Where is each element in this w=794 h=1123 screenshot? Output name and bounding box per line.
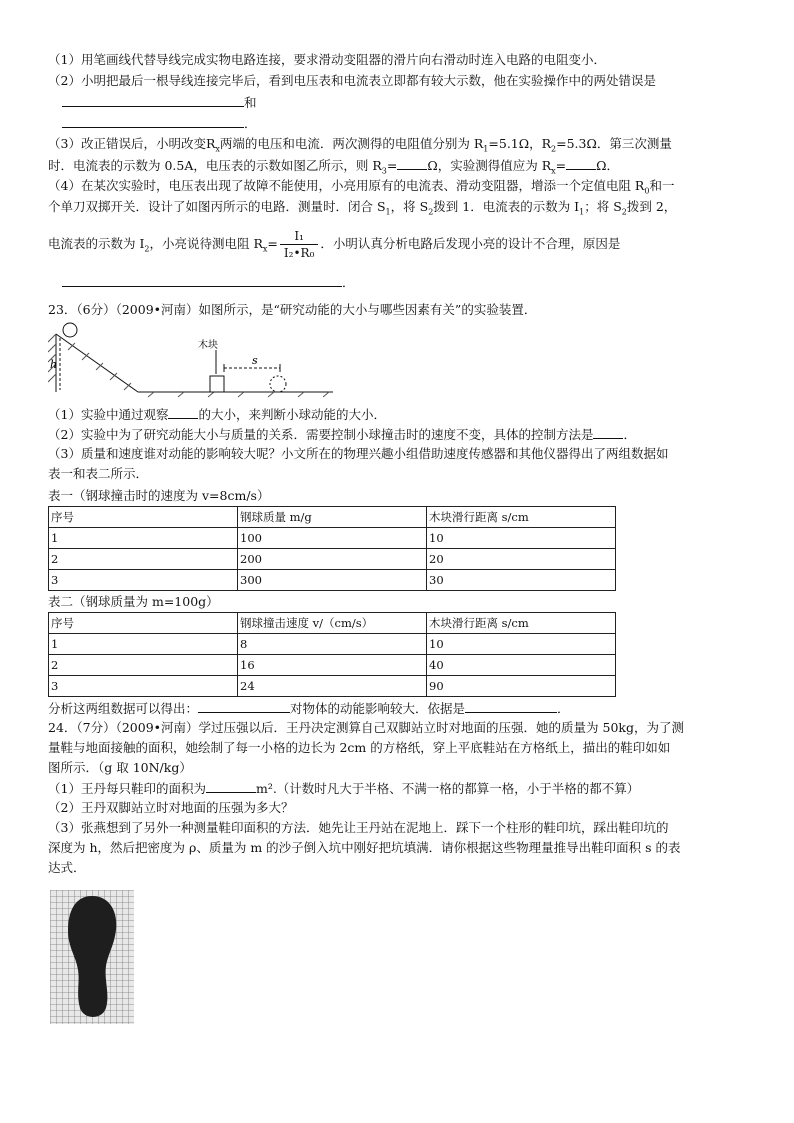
text: 对物体的动能影响较大．依据是 <box>290 701 466 716</box>
text: （4）在某次实验时，电压表出现了故障不能使用，小亮用原有的电流表、滑动变阻器，增添一个定值电阻 R <box>48 178 645 193</box>
table-cell: 200 <box>238 549 427 570</box>
q24-title-line3: 图所示．（g 取 10N/kg） <box>48 760 192 775</box>
ramp-slope <box>56 334 138 392</box>
text: （2）实验中为了研究动能大小与质量的关系．需要控制小球撞击时的速度不变，具体的控制方法是 <box>48 427 594 442</box>
table-cell: 8 <box>238 634 427 655</box>
q23-part3-line2: 表一和表二所示． <box>48 466 149 481</box>
text: ． <box>342 275 355 290</box>
subscript: 2 <box>144 244 150 254</box>
ramp-hatching <box>48 334 131 390</box>
table-cell: 30 <box>427 570 616 591</box>
text: Ω，实验测得值应为 R <box>427 158 552 173</box>
distance-label: s <box>252 354 258 367</box>
answer-blank[interactable] <box>62 92 244 107</box>
table-header-row <box>49 507 616 528</box>
answer-blank[interactable] <box>397 155 427 170</box>
text: ；将 S <box>584 199 622 214</box>
period-text: ． <box>244 116 257 131</box>
text: 时．电流表的示数为 0.5A，电压表的示数如图乙所示，则 R <box>48 158 382 173</box>
q22-part1: （1）用笔画线代替导线完成实物电路连接，要求滑动变阻器的滑片向右滑动时连入电路的电阻变小． <box>48 52 606 67</box>
text: （1）实验中通过观察 <box>48 407 169 422</box>
ground-hatching <box>148 392 329 397</box>
text: m².（计数时凡大于半格、不满一格的都算一格，小于半格的都不算） <box>255 781 640 796</box>
fraction-denominator: I₂•R₀ <box>283 246 315 260</box>
table-cell: 100 <box>238 528 427 549</box>
table2-caption: 表二（钢球质量为 m=100g） <box>48 594 219 609</box>
table-cell: 1 <box>49 634 238 655</box>
block-final-position <box>270 376 286 392</box>
table-cell: 2 <box>49 655 238 676</box>
text: 和一 <box>649 178 675 193</box>
q22-part2: （2）小明把最后一根导线连接完毕后，看到电压表和电流表立即都有较大示数，他在实验操作中的两处错误是 <box>48 73 656 88</box>
table-cell: 3 <box>49 676 238 697</box>
steel-ball <box>63 323 77 337</box>
subscript: x <box>215 144 220 154</box>
q22-part4-blank <box>62 272 762 293</box>
table-row <box>49 528 616 549</box>
formula-fraction <box>280 228 318 261</box>
q22-part2-blanks <box>62 92 762 113</box>
conjunction-text: 和 <box>244 95 257 110</box>
subscript: x <box>262 244 268 254</box>
table-header-cell: 木块滑行距离 s/cm <box>427 507 616 528</box>
table-header-cell: 序号 <box>49 507 238 528</box>
text: 的大小，来判断小球动能的大小． <box>198 407 386 422</box>
q24-part2: （2）王丹双脚站立时对地面的压强为多大？ <box>48 800 294 815</box>
wood-block <box>210 376 224 392</box>
answer-blank[interactable] <box>593 424 623 439</box>
text: 电流表的示数为 I <box>48 236 145 251</box>
q23-analysis <box>48 698 748 719</box>
text: 个单刀双掷开关．设计了如图丙所示的电路．测量时．闭合 S <box>48 199 386 214</box>
answer-blank[interactable] <box>206 778 256 793</box>
subscript: x <box>551 166 556 176</box>
q23-part2 <box>48 424 748 445</box>
subscript: 2 <box>428 207 434 217</box>
table1-caption: 表一（钢球撞击时的速度为 v=8cm/s） <box>48 488 270 503</box>
table-cell: 24 <box>238 676 427 697</box>
text: ，小亮说待测电阻 R <box>149 236 263 251</box>
text: Ω． <box>596 158 619 173</box>
kinetic-energy-apparatus-figure <box>48 322 338 398</box>
table-header-cell: 序号 <box>49 613 238 634</box>
answer-blank[interactable] <box>62 113 244 128</box>
text: 拨到 1．电流表的示数为 I <box>433 199 580 214</box>
table-cell: 10 <box>427 634 616 655</box>
subscript: 1 <box>579 207 585 217</box>
answer-blank[interactable] <box>168 404 198 419</box>
text: = <box>267 236 278 251</box>
text: 两端的电压和电流．两次测得的电阻值分别为 R <box>219 136 484 151</box>
q23-part3-line1: （3）质量和速度谁对动能的影响较大呢？小文所在的物理兴趣小组借助速度传感器和其他仪器得出了两组数据如 <box>48 446 669 461</box>
text: 拨到 2， <box>626 199 677 214</box>
text: =5.1Ω，R <box>488 136 552 151</box>
text: （1）王丹每只鞋印的面积为 <box>48 781 206 796</box>
table-cell: 2 <box>49 549 238 570</box>
rx-symbol: R <box>205 136 216 151</box>
answer-blank[interactable] <box>198 698 290 713</box>
subscript: 1 <box>385 207 391 217</box>
table-cell: 40 <box>427 655 616 676</box>
fraction-numerator: I₁ <box>280 228 318 245</box>
q23-part1 <box>48 404 748 425</box>
subscript: 0 <box>644 186 650 196</box>
table-row <box>49 634 616 655</box>
q24-title-line2: 量鞋与地面接触的面积，她绘制了每一小格的边长为 2cm 的方格纸，穿上平底鞋站在方格纸上，描出的鞋印如如 <box>48 740 671 755</box>
answer-blank[interactable] <box>566 155 596 170</box>
answer-blank[interactable] <box>62 272 342 287</box>
table-cell: 90 <box>427 676 616 697</box>
subscript: 1 <box>483 144 489 154</box>
text: = <box>386 158 398 173</box>
table-cell: 1 <box>49 528 238 549</box>
table-cell: 300 <box>238 570 427 591</box>
q22-part4-line2 <box>48 197 748 223</box>
table-row <box>49 676 616 697</box>
table-row <box>49 549 616 570</box>
text: = <box>555 158 567 173</box>
shoeprint-grid-figure <box>50 890 134 1024</box>
q24-part3-line1: （3）张燕想到了另外一种测量鞋印面积的方法．她先让王丹站在泥地上．踩下一个柱形的鞋印坑，踩出鞋印坑的 <box>48 820 669 835</box>
answer-blank[interactable] <box>465 698 557 713</box>
table-header-row <box>49 613 616 634</box>
q22-part2-blank2 <box>62 113 762 134</box>
table-cell: 20 <box>427 549 616 570</box>
q22-part4-line3 <box>48 226 748 268</box>
table1 <box>48 506 616 591</box>
table-row <box>49 570 616 591</box>
subscript: 2 <box>551 144 557 154</box>
text: ． <box>557 701 570 716</box>
text: ． <box>623 427 636 442</box>
text: 分析这两组数据可以得出： <box>48 701 199 716</box>
height-label: h <box>50 358 58 371</box>
table-cell: 16 <box>238 655 427 676</box>
q24-part1 <box>48 778 748 799</box>
table-cell: 3 <box>49 570 238 591</box>
q24-part3-line3: 达式． <box>48 860 86 875</box>
subscript: 3 <box>381 166 387 176</box>
q24-title-line1: 24．（7分）（2009•河南）学过压强以后．王丹决定测算自己双脚站立时对地面的压强．她的质量为 50kg，为了测 <box>48 720 685 735</box>
table2 <box>48 612 616 697</box>
subscript: 2 <box>621 207 627 217</box>
table-header-cell: 钢球撞击速度 v/（cm/s） <box>238 613 427 634</box>
table-header-cell: 木块滑行距离 s/cm <box>427 613 616 634</box>
q24-part3-line2: 深度为 h，然后把密度为 ρ、质量为 m 的沙子倒入坑中刚好把坑填满．请你根据这些物理量推导出鞋印面积 s 的表 <box>48 840 681 855</box>
table-row <box>49 655 616 676</box>
text: ，将 S <box>390 199 429 214</box>
table-cell: 10 <box>427 528 616 549</box>
q23-title: 23．（6分）（2009•河南）如图所示，是“研究动能的大小与哪些因素有关”的实验装置． <box>48 302 537 317</box>
block-label: 木块 <box>198 340 218 351</box>
table-header-cell: 钢球质量 m/g <box>238 507 427 528</box>
text: =5.3Ω．第三次测量 <box>556 136 672 151</box>
text: （3）改正错误后，小明改变 <box>48 136 206 151</box>
text: ．小明认真分析电路后发现小亮的设计不合理，原因是 <box>320 236 621 251</box>
